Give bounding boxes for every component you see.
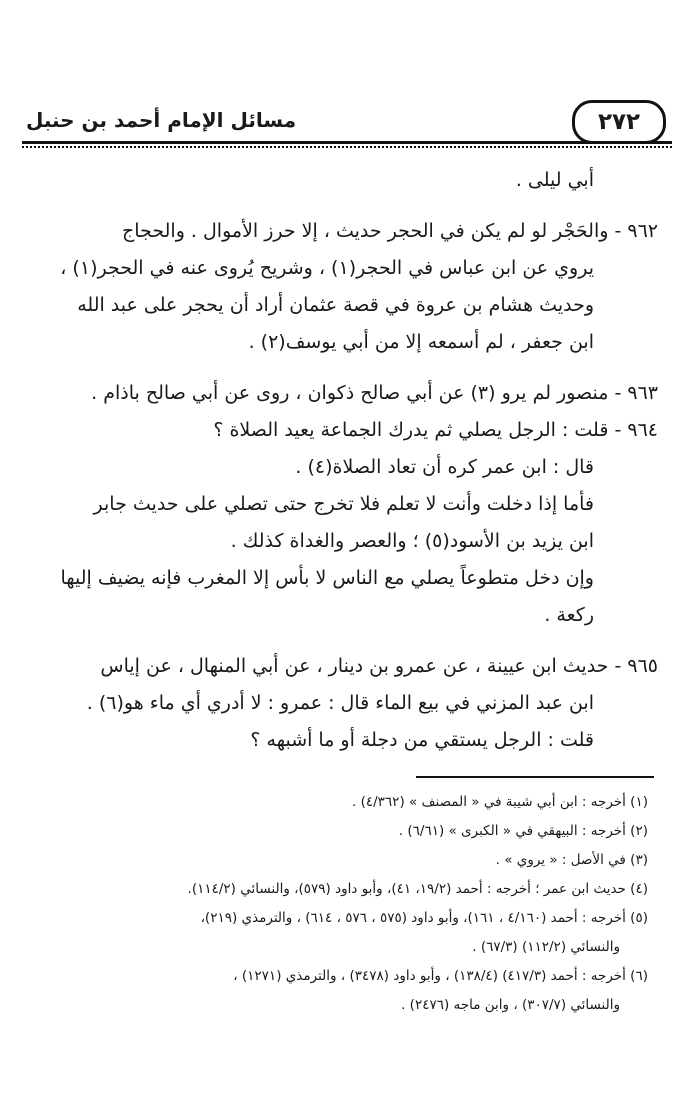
text-line: ابن يزيد بن الأسود(٥) ؛ والعصر والغداة كذلك . (230, 530, 594, 552)
text-line: قلت : الرجل يستقي من دجلة أو ما أشبهه ؟ (250, 729, 594, 751)
page-number: ٢٧٢ (572, 100, 666, 144)
footnote-5: (٥) أخرجه : أحمد (٤/١٦٠ ، ١٦١)، وأبو داود (٥٧٥ ، ٥٧٦ ، ٦١٤) ، والترمذي (٢١٩)، (200, 910, 648, 926)
header-dotted-rule (22, 146, 672, 148)
main-text (38, 162, 658, 759)
footnote-5-cont: والنسائي (١١٢/٢) (٦٧/٣) . (472, 939, 620, 955)
footnote-4: (٤) حديث ابن عمر ؛ أخرجه : أحمد (١٩/٢، ٤١)، وأبو داود (٥٧٩)، والنسائي (١١٤/٢). (187, 881, 648, 897)
text-line: يروي عن ابن عباس في الحجر(١) ، وشريح يُروى عنه في الحجر(١) ، (60, 257, 594, 279)
running-title: مسائل الإمام أحمد بن حنبل (26, 108, 297, 132)
text-line: فأما إذا دخلت وأنت لا تعلم فلا تخرج حتى تصلي على حديث جابر (93, 493, 594, 515)
text-line: وإن دخل متطوعاً يصلي مع الناس لا بأس إلا المغرب فإنه يضيف إليها (60, 567, 594, 589)
text-line: قال : ابن عمر كره أن تعاد الصلاة(٤) . (295, 456, 594, 478)
text-line: ركعة . (544, 604, 594, 626)
text-line: ابن جعفر ، لم أسمعه إلا من أبي يوسف(٢) . (248, 331, 594, 353)
header-rule (22, 141, 672, 144)
footnote-3: (٣) في الأصل : « يروي » . (495, 852, 648, 868)
footnote-1: (١) أخرجه : ابن أبي شيبة في « المصنف » (٤/٣٦٢) . (352, 794, 648, 810)
text-line: أبي ليلى . (515, 169, 594, 191)
page-header (22, 100, 666, 144)
footnotes (38, 788, 648, 1020)
footnote-6: (٦) أخرجه : أحمد (٤١٧/٣) (١٣٨/٤) ، وأبو داود (٣٤٧٨) ، والترمذي (١٢٧١) ، (233, 968, 648, 984)
issue-965-line: ٩٦٥ - حديث ابن عيينة ، عن عمرو بن دينار ، عن أبي المنهال ، عن إياس (100, 655, 658, 677)
footnote-6-cont: والنسائي (٣٠٧/٧) ، وابن ماجه (٢٤٧٦) . (401, 997, 620, 1013)
footnote-rule (416, 776, 654, 778)
text-line: ابن عبد المزني في بيع الماء قال : عمرو : لا أدري أي ماء هو(٦) . (86, 692, 594, 714)
footnote-2: (٢) أخرجه : البيهقي في « الكبرى » (٦/٦١) . (398, 823, 648, 839)
issue-963-line: ٩٦٣ - منصور لم يرو (٣) عن أبي صالح ذكوان ، روى عن أبي صالح باذام . (91, 382, 658, 404)
issue-964-line: ٩٦٤ - قلت : الرجل يصلي ثم يدرك الجماعة يعيد الصلاة ؟ (213, 419, 658, 441)
text-line: وحديث هشام بن عروة في قصة عثمان أراد أن يحجر على عبد الله (77, 294, 594, 316)
issue-962-line: ٩٦٢ - والحَجْر لو لم يكن في الحجر حديث ، إلا حرز الأموال . والحجاج (122, 220, 658, 242)
